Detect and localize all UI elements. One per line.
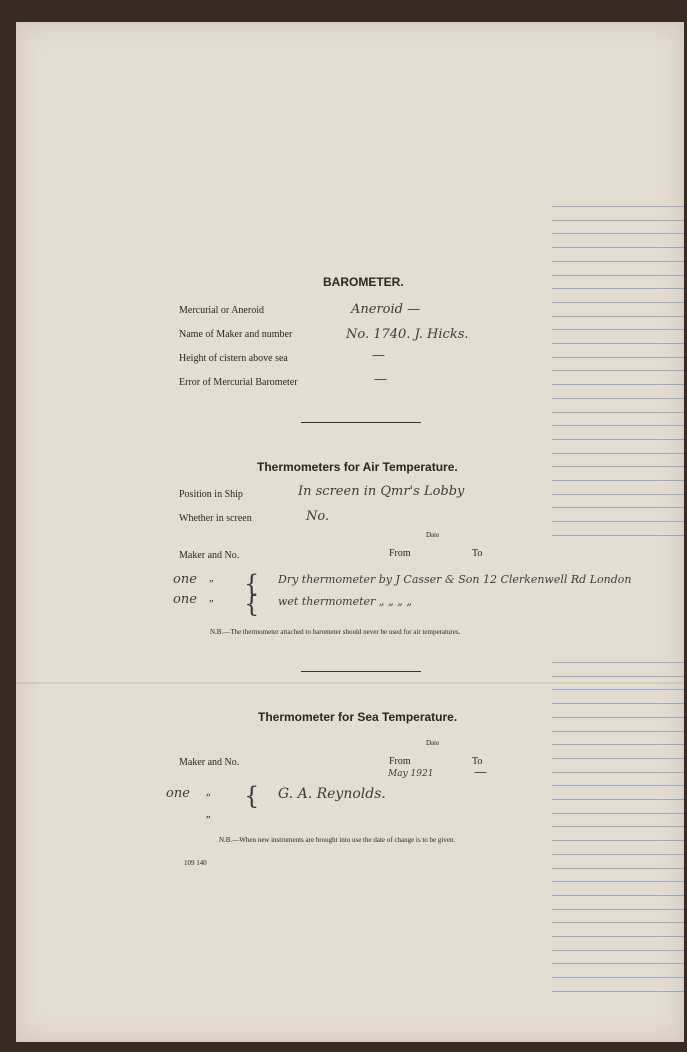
sea-row-1-entry: G. A. Reynolds.	[278, 786, 386, 802]
barometer-height-value: —	[372, 348, 385, 363]
ruled-line	[552, 302, 684, 303]
ruled-line	[552, 703, 684, 704]
barometer-type-label: Mercurial or Aneroid	[179, 305, 264, 316]
ruled-line	[552, 398, 684, 399]
sea-thermometer-heading: Thermometer for Sea Temperature.	[258, 710, 458, 724]
ruled-line	[552, 275, 684, 276]
ruled-line	[552, 758, 684, 759]
sea-to-label: To	[472, 756, 483, 767]
ruled-line	[552, 343, 684, 344]
air-maker-label: Maker and No.	[179, 550, 240, 561]
ruled-line	[552, 731, 684, 732]
page-fold	[16, 682, 684, 684]
ruled-line	[552, 425, 684, 426]
sea-row-1-count: one	[166, 786, 190, 801]
ruled-line	[552, 412, 684, 413]
air-row-1-entry: Dry thermometer by J Casser & Son 12 Clerkenwell Rd London	[278, 573, 632, 586]
sea-date-label: Date	[426, 739, 440, 747]
air-from-label: From	[389, 548, 411, 559]
ruled-line	[552, 936, 684, 937]
ruled-line	[552, 480, 684, 481]
whether-in-screen-value: No.	[306, 509, 330, 524]
ruled-line	[552, 676, 684, 677]
air-row-1-mark: „	[209, 573, 214, 584]
ruled-line	[552, 840, 684, 841]
ruled-line	[552, 854, 684, 855]
ruled-line	[552, 785, 684, 786]
ruled-line	[552, 370, 684, 371]
ruled-line	[552, 744, 684, 745]
position-in-ship-label: Position in Ship	[179, 489, 243, 500]
ruled-line	[552, 494, 684, 495]
air-row-2-brace: {	[244, 590, 260, 618]
ruled-line	[552, 466, 684, 467]
sea-row-2-mark: „	[206, 809, 211, 820]
barometer-height-label: Height of cistern above sea	[179, 353, 288, 364]
barometer-maker-label: Name of Maker and number	[179, 329, 293, 340]
barometer-error-label: Error of Mercurial Barometer	[179, 377, 298, 388]
ruled-line	[552, 507, 684, 508]
air-row-2-mark: „	[209, 593, 214, 604]
ruled-line	[552, 895, 684, 896]
air-thermometers-heading: Thermometers for Air Temperature.	[257, 460, 458, 474]
ruled-line	[552, 977, 684, 978]
air-row-2-count: one	[173, 592, 197, 607]
ruled-line	[552, 384, 684, 385]
ruled-line	[552, 357, 684, 358]
barometer-error-value: —	[374, 372, 387, 387]
air-row-2-entry: wet thermometer „ „ „ „	[278, 595, 413, 608]
ruled-line	[552, 950, 684, 951]
ruled-line	[552, 689, 684, 690]
ruled-line	[552, 772, 684, 773]
barometer-maker-value: No. 1740. J. Hicks.	[346, 327, 469, 342]
ruled-line	[552, 439, 684, 440]
air-row-1-count: one	[173, 572, 197, 587]
print-code: 109 140	[184, 859, 207, 867]
air-thermometer-note: N.B.—The thermometer attached to barometer should never be used for air temperatures.	[210, 628, 461, 636]
sea-maker-label: Maker and No.	[179, 757, 240, 768]
sea-row-1-mark: „	[206, 787, 211, 798]
position-in-ship-value: In screen in Qmr's Lobby	[298, 484, 465, 499]
whether-in-screen-label: Whether in screen	[179, 513, 252, 524]
ruled-line	[552, 316, 684, 317]
air-to-label: To	[472, 548, 483, 559]
sea-from-label: From	[389, 756, 411, 767]
ruled-line	[552, 826, 684, 827]
ruled-line	[552, 881, 684, 882]
barometer-heading: BAROMETER.	[323, 275, 404, 289]
ruled-line	[552, 206, 684, 207]
ruled-line	[552, 922, 684, 923]
air-row-1-brace: {	[244, 570, 260, 598]
ruled-line	[552, 453, 684, 454]
barometer-type-value: Aneroid —	[351, 302, 421, 317]
ruled-line	[552, 233, 684, 234]
ruled-line	[552, 868, 684, 869]
ruled-line	[552, 717, 684, 718]
ruled-line	[552, 813, 684, 814]
ruled-line	[552, 963, 684, 964]
section-divider	[301, 671, 421, 672]
sea-from-value: May 1921	[388, 769, 434, 779]
ruled-line	[552, 662, 684, 663]
sea-to-value: —	[474, 765, 487, 780]
ruled-line	[552, 220, 684, 221]
ruled-line	[552, 991, 684, 992]
ruled-line	[552, 909, 684, 910]
ruled-line	[552, 521, 684, 522]
ruled-line	[552, 329, 684, 330]
log-page	[16, 22, 684, 1042]
sea-row-1-brace: {	[244, 782, 260, 810]
ruled-line	[552, 799, 684, 800]
sea-thermometer-note: N.B.—When new instruments are brought into use the date of change is to be given.	[219, 836, 456, 844]
air-date-label: Date	[426, 531, 440, 539]
ruled-line	[552, 535, 684, 536]
section-divider	[301, 422, 421, 423]
ruled-line	[552, 261, 684, 262]
ruled-line	[552, 288, 684, 289]
ruled-line	[552, 247, 684, 248]
